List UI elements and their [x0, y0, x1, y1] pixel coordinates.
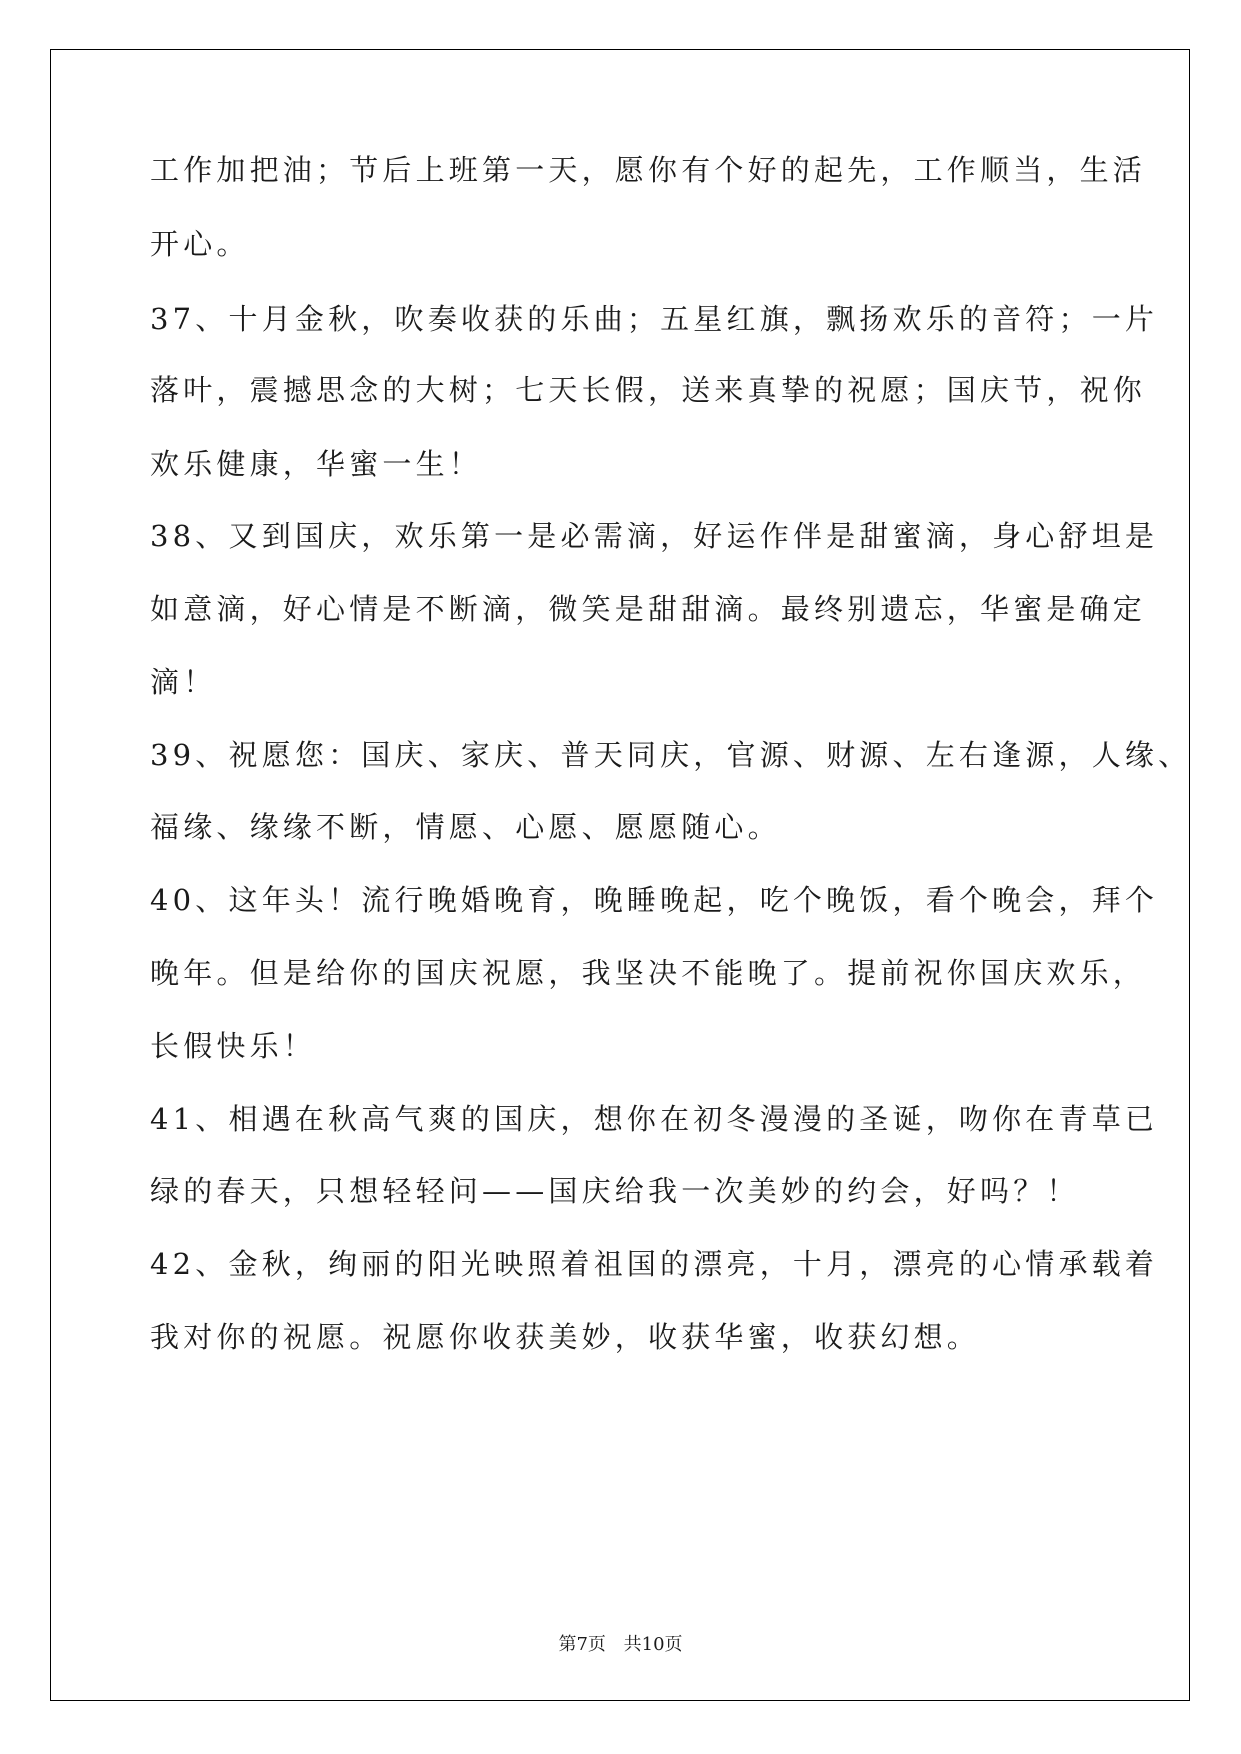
body-line: 欢乐健康，华蜜一生！: [150, 447, 483, 481]
body-line: 38、又到国庆，欢乐第一是必需滴，好运作伴是甜蜜滴，身心舒坦是: [150, 519, 1159, 553]
body-line: 39、祝愿您：国庆、家庆、普天同庆，官源、财源、左右逢源，人缘、: [150, 738, 1192, 772]
page-border: [50, 49, 1190, 1701]
body-line: 42、金秋，绚丽的阳光映照着祖国的漂亮，十月，漂亮的心情承载着: [150, 1247, 1159, 1281]
page-number: 第7页: [558, 1634, 606, 1655]
body-line: 开心。: [150, 227, 250, 261]
body-line: 41、相遇在秋高气爽的国庆，想你在初冬漫漫的圣诞，吻你在青草已: [150, 1102, 1159, 1136]
body-line: 绿的春天，只想轻轻问——国庆给我一次美妙的约会，好吗？！: [150, 1174, 1080, 1208]
body-line: 福缘、缘缘不断，情愿、心愿、愿愿随心。: [150, 810, 781, 844]
body-line: 37、十月金秋，吹奏收获的乐曲；五星红旗，飘扬欢乐的音符；一片: [150, 302, 1159, 336]
body-line: 晚年。但是给你的国庆祝愿，我坚决不能晚了。提前祝你国庆欢乐，: [150, 956, 1147, 990]
page-footer: [0, 1630, 1241, 1656]
body-line: 40、这年头！流行晚婚晚育，晚睡晚起，吃个晚饭，看个晚会，拜个: [150, 883, 1159, 917]
body-line: 滴！: [150, 665, 217, 699]
body-line: 我对你的祝愿。祝愿你收获美妙，收获华蜜，收获幻想。: [150, 1320, 981, 1354]
body-line: 落叶，震撼思念的大树；七天长假，送来真挚的祝愿；国庆节，祝你: [150, 373, 1147, 407]
page-total: 共10页: [623, 1634, 683, 1655]
body-line: 工作加把油；节后上班第一天，愿你有个好的起先，工作顺当，生活: [150, 153, 1147, 187]
body-line: 如意滴，好心情是不断滴，微笑是甜甜滴。最终别遗忘，华蜜是确定: [150, 592, 1147, 626]
body-line: 长假快乐！: [150, 1029, 317, 1063]
